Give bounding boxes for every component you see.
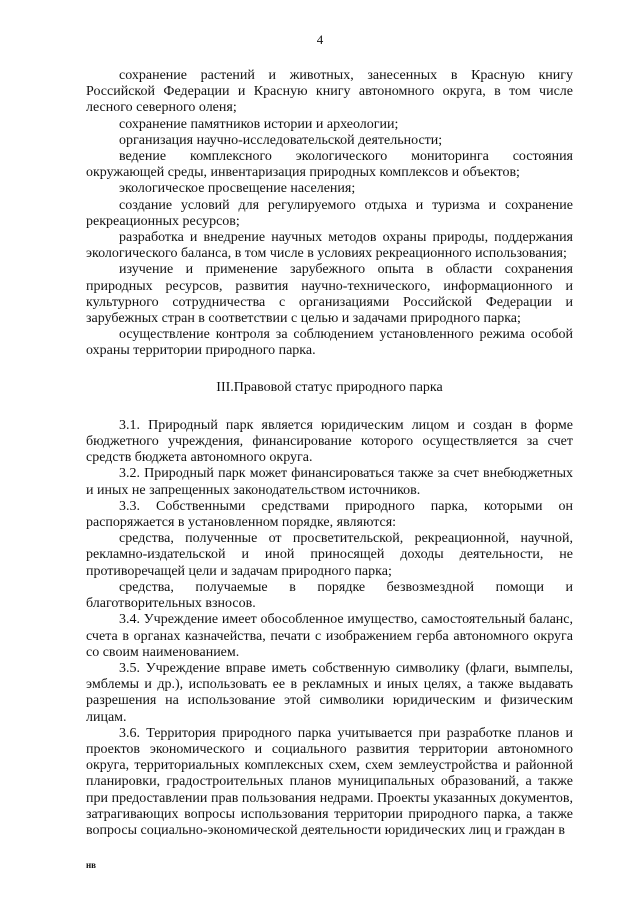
list-item: экологическое просвещение населения; bbox=[119, 181, 356, 197]
page-number: 4 bbox=[316, 32, 324, 47]
document-body bbox=[86, 68, 573, 839]
footer-mark: нв bbox=[86, 860, 97, 870]
list-item: ведение комплексного экологического мониторинга состояния окружающей среды, инвентаризация природных комплексов и объектов; bbox=[86, 149, 573, 181]
list-item: изучение и применение зарубежного опыта в области сохранения природных ресурсов, развития научно-технического, информационного и культурного сотрудничества с организациями Российской Федерации и зарубежных стран в соответствии с целью и задачами природного парка; bbox=[86, 262, 573, 327]
section-paragraph: 3.3. Собственными средствами природного парка, которыми он распоряжается в установленном порядке, являются: bbox=[86, 498, 573, 531]
section-paragraph: 3.2. Природный парк может финансироваться также за счет внебюджетных и иных не запрещенных законодательством источников. bbox=[86, 466, 573, 498]
section-paragraph: 3.5. Учреждение вправе иметь собственную символику (флаги, вымпелы, эмблемы и др.), использовать ее в рекламных и иных целях, а также выдавать разрешения на использование этой символики юридическим и физическим лицам. bbox=[86, 660, 573, 725]
list-item: осуществление контроля за соблюдением установленного режима особой охраны территории природного парка. bbox=[86, 327, 573, 359]
section-paragraph: средства, полученные от просветительской, рекреационной, научной, рекламно-издательской и иной приносящей доходы деятельности, не противоречащей цели и задачам природного парка; bbox=[86, 531, 573, 579]
section-paragraph: 3.4. Учреждение имеет обособленное имущество, самостоятельный баланс, счета в органах казначейства, печати с изображением герба автономного округа со своим наименованием. bbox=[86, 612, 573, 660]
list-item: сохранение памятников истории и археологии; bbox=[119, 116, 399, 132]
list-item: организация научно-исследовательской деятельности; bbox=[119, 132, 443, 148]
section-paragraph: 3.6. Территория природного парка учитывается при разработке планов и проектов экономического и социального развития территории автономного округа, территориальных комплексных схем, схем землеустройства и районной планировки, градостроительных планов муниципальных образований, а также при предоставлении прав пользования недрами. Проекты указанных документов, затрагивающих вопросы использования территории природного парка, а также вопросы социально-экономической деятельности юридических лиц и граждан в bbox=[86, 725, 573, 838]
list-item: создание условий для регулируемого отдыха и туризма и сохранение рекреационных ресурсов; bbox=[86, 197, 573, 229]
list-item: разработка и внедрение научных методов охраны природы, поддержания экологического баланса, в том числе в условиях рекреационного использования; bbox=[86, 230, 573, 262]
list-item: сохранение растений и животных, занесенных в Красную книгу Российской Федерации и Красную книгу автономного округа, в том числе лесного северного оленя; bbox=[86, 68, 573, 116]
section-heading: III.Правовой статус природного парка bbox=[216, 379, 443, 395]
section-paragraph: 3.1. Природный парк является юридическим лицом и создан в форме бюджетного учреждения, финансирование которого осуществляется за счет средств бюджета автономного округа. bbox=[86, 417, 573, 466]
section-paragraph: средства, получаемые в порядке безвозмездной помощи и благотворительных взносов. bbox=[86, 579, 573, 612]
